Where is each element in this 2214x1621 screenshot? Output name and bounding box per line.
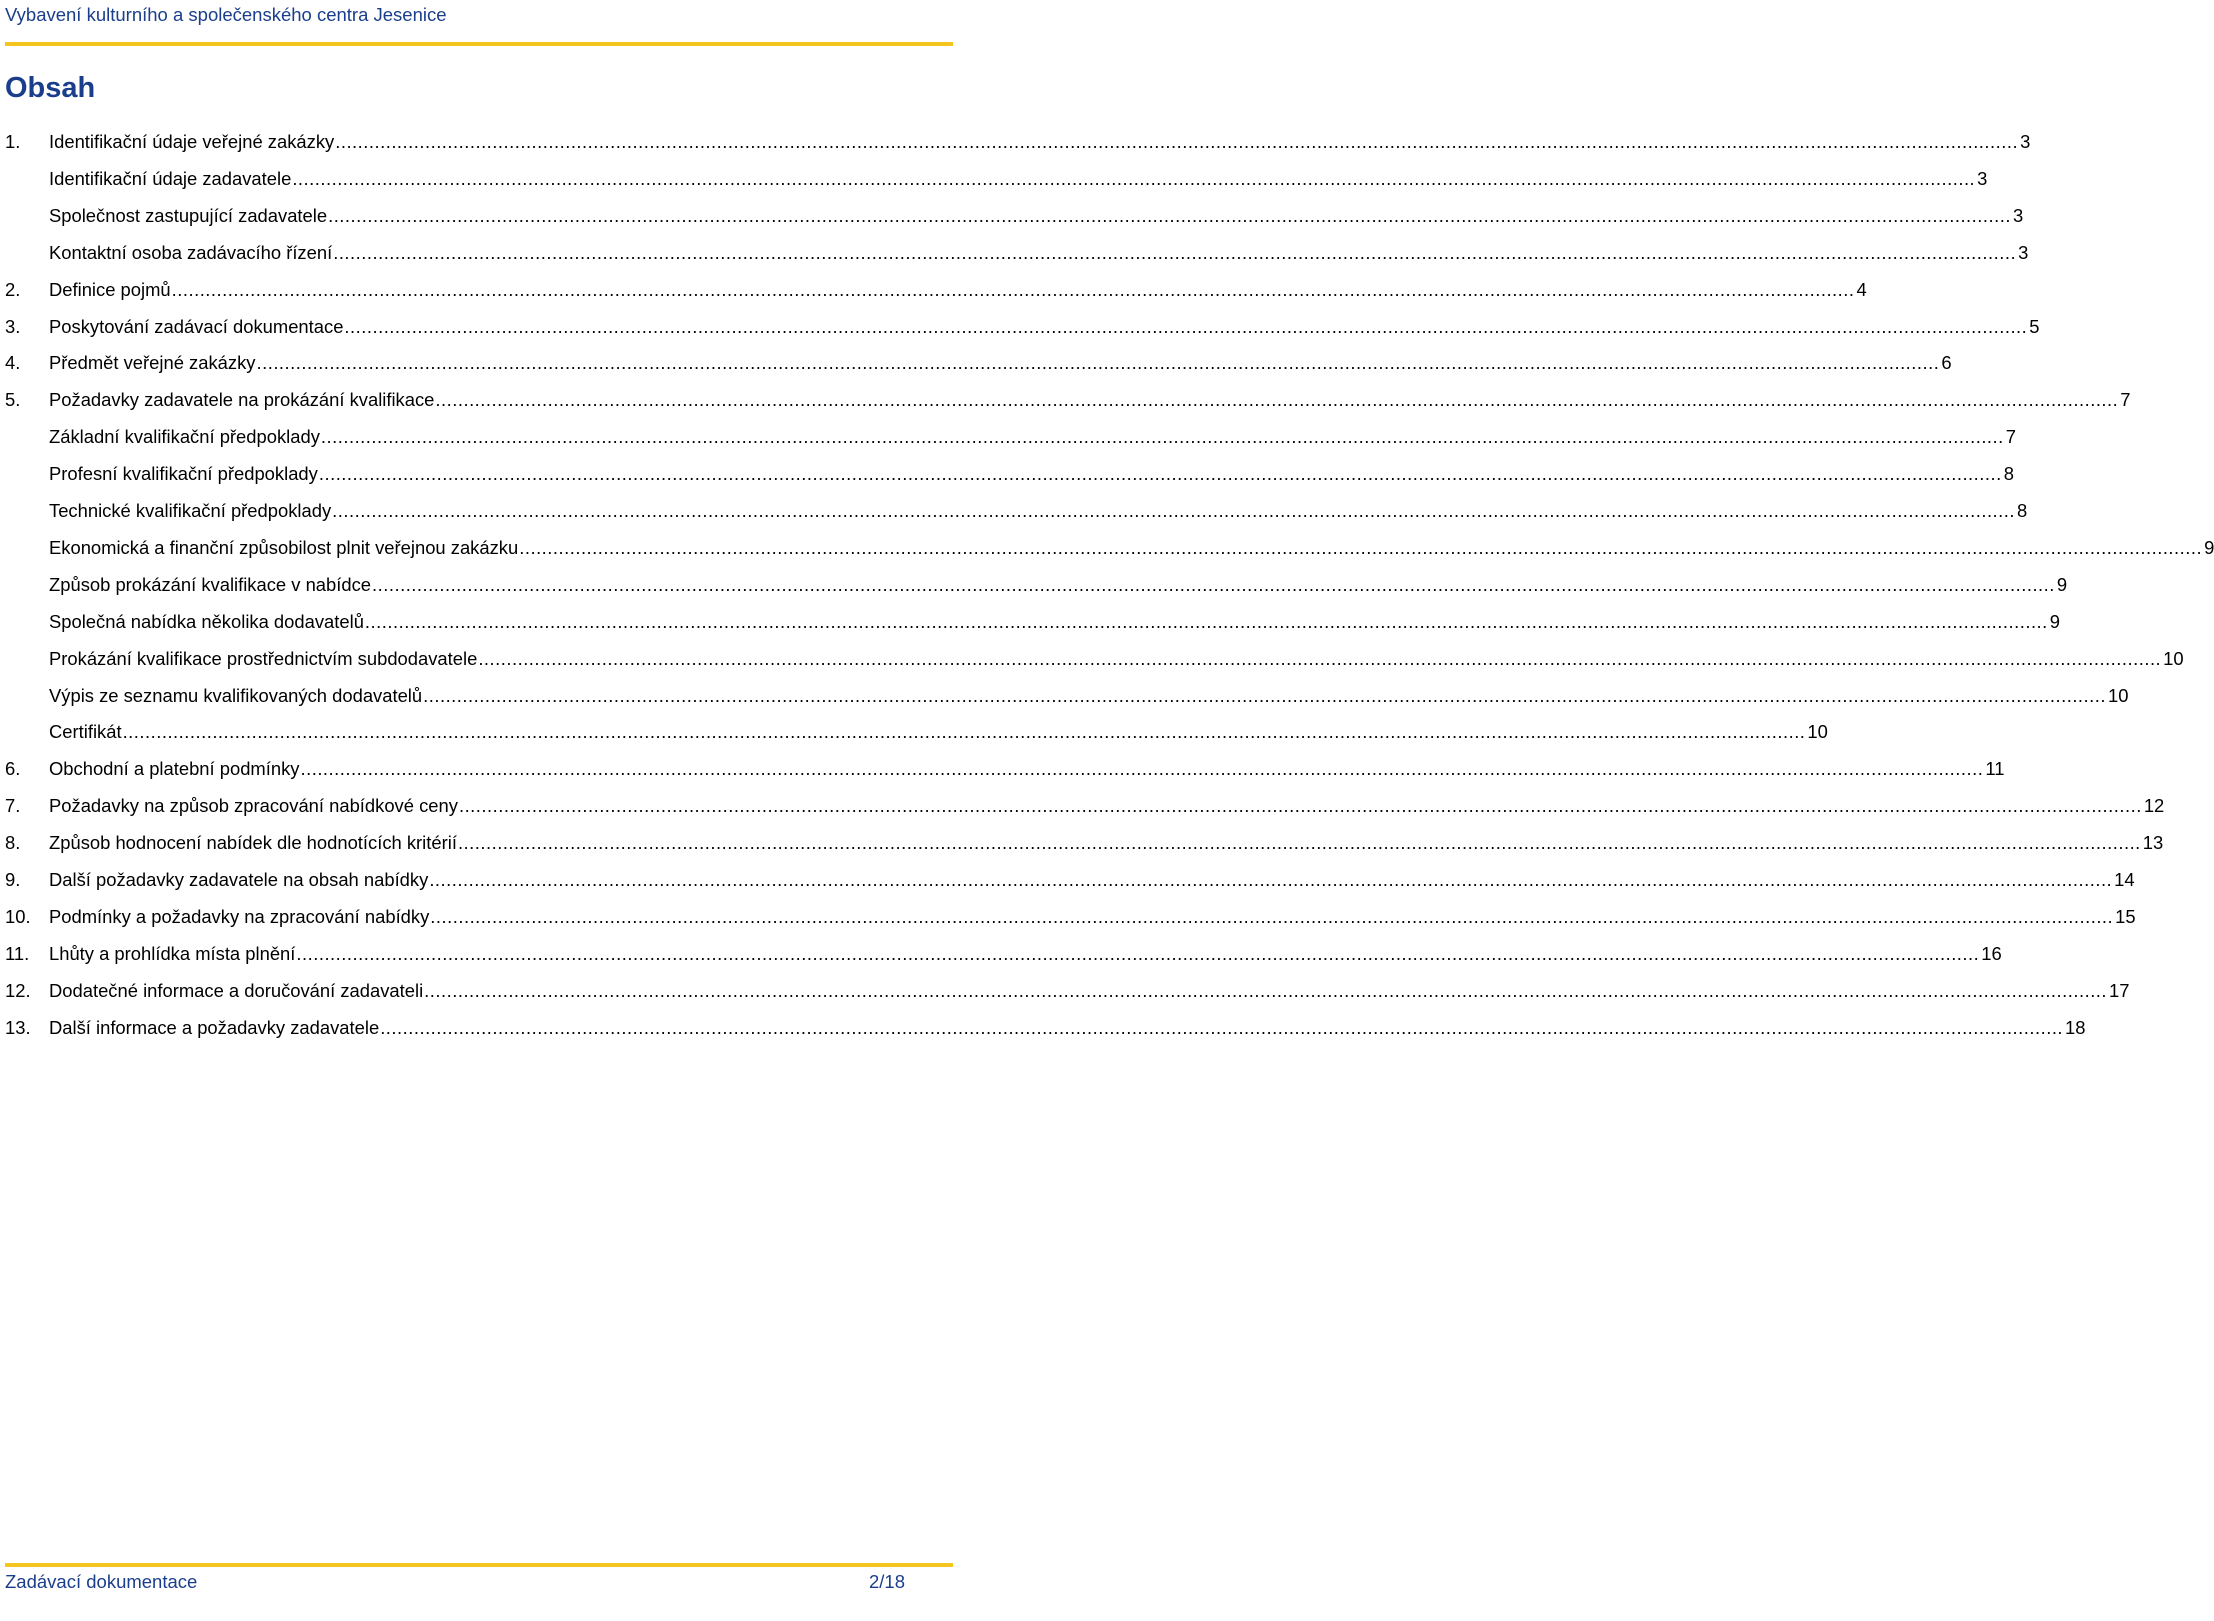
toc-entry-title[interactable]: Společná nabídka několika dodavatelů <box>49 610 364 632</box>
toc-entry-page[interactable]: 7 <box>2120 389 2131 411</box>
toc-entry[interactable] <box>0 387 2131 413</box>
toc-dot-leader: ............................................................................................................................................................................................................................................................................................................ <box>300 758 1984 780</box>
toc-dot-leader: ............................................................................................................................................................................................................................................................................................................ <box>423 684 2106 706</box>
toc-entry-page[interactable]: 5 <box>2029 315 2040 337</box>
toc-entry-page[interactable]: 18 <box>2065 1016 2086 1038</box>
toc-entry[interactable] <box>0 424 2016 450</box>
toc-entry-page[interactable]: 3 <box>1977 167 1988 189</box>
toc-entry-page[interactable]: 13 <box>2142 832 2164 854</box>
toc-entry-line <box>49 277 1867 303</box>
toc-entry-title[interactable]: Definice pojmů <box>49 278 171 300</box>
toc-dot-leader: ............................................................................................................................................................................................................................................................................................................ <box>424 979 2108 1001</box>
toc-entry-number: 11. <box>5 942 30 964</box>
toc-entry-number: 7. <box>5 795 21 817</box>
toc-entry-title[interactable]: Lhůty a prohlídka místa plnění <box>49 942 296 964</box>
toc-entry-line <box>49 240 2029 266</box>
toc-entry-title[interactable]: Požadavky zadavatele na prokázání kvalifikace <box>49 389 435 411</box>
toc-entry-line <box>49 830 2164 856</box>
toc-entry[interactable] <box>0 350 1952 376</box>
toc-dot-leader: ............................................................................................................................................................................................................................................................................................................ <box>320 426 2004 448</box>
toc-entry[interactable] <box>0 646 2184 672</box>
toc-entry[interactable] <box>0 461 2014 487</box>
toc-dot-leader: ............................................................................................................................................................................................................................................................................................................ <box>335 131 2019 152</box>
toc-entry[interactable] <box>0 719 1828 745</box>
toc-entry-number: 8. <box>5 832 21 854</box>
toc-entry[interactable] <box>0 830 2164 856</box>
toc-entry-page[interactable]: 9 <box>2049 610 2061 632</box>
toc-entry-number: 3. <box>5 315 21 337</box>
toc-entry-number: 4. <box>5 352 21 374</box>
toc-entry-title[interactable]: Poskytování zadávací dokumentace <box>49 315 344 337</box>
toc-entry-line <box>49 793 2165 819</box>
toc-dot-leader: ............................................................................................................................................................................................................................................................................................................ <box>478 647 2162 669</box>
toc-entry[interactable] <box>0 867 2135 893</box>
toc-entry-number: 13. <box>5 1016 31 1038</box>
toc-entry-line <box>49 572 2068 598</box>
toc-entry-line <box>49 978 2130 1004</box>
toc-entry-page[interactable]: 12 <box>2143 795 2165 817</box>
toc-entry-title[interactable]: Profesní kvalifikační předpoklady <box>49 463 318 485</box>
toc-heading: Obsah <box>5 72 96 104</box>
toc-entry[interactable] <box>0 203 2024 229</box>
toc-entry-title[interactable]: Kontaktní osoba zadávacího řízení <box>49 241 333 263</box>
toc-entry-title[interactable]: Základní kvalifikační předpoklady <box>49 426 320 448</box>
toc-entry-line <box>49 314 2040 340</box>
toc-entry-page[interactable]: 4 <box>1856 278 1867 300</box>
toc-dot-leader: ............................................................................................................................................................................................................................................................................................................ <box>430 905 2114 927</box>
page-header <box>5 0 953 46</box>
toc-dot-leader: ............................................................................................................................................................................................................................................................................................................ <box>333 241 2017 263</box>
toc-entry[interactable] <box>0 683 2129 709</box>
footer-page-number: 2/18 <box>868 1571 905 1592</box>
toc-dot-leader: ............................................................................................................................................................................................................................................................................................................ <box>256 352 1940 374</box>
toc-entry-line <box>49 129 2031 155</box>
toc-entry-line <box>49 609 2061 635</box>
toc-entry[interactable] <box>0 978 2130 1004</box>
toc-entry[interactable] <box>0 941 2002 967</box>
toc-dot-leader: ............................................................................................................................................................................................................................................................................................................ <box>435 389 2119 411</box>
toc-entry-title[interactable]: Výpis ze seznamu kvalifikovaných dodavatelů <box>49 684 423 706</box>
toc-entry-line <box>49 719 1828 745</box>
toc-entry-title[interactable]: Způsob hodnocení nabídek dle hodnotících kritérií <box>49 832 457 854</box>
toc-entry-page[interactable]: 3 <box>2012 204 2024 226</box>
toc-entry-page[interactable]: 10 <box>2163 647 2184 669</box>
toc-entry[interactable] <box>0 756 2005 782</box>
toc-entry[interactable] <box>0 240 2029 266</box>
toc-dot-leader: ............................................................................................................................................................................................................................................................................................................ <box>328 204 2011 226</box>
toc-dot-leader: ............................................................................................................................................................................................................................................................................................................ <box>429 869 2113 890</box>
toc-entry[interactable] <box>0 609 2061 635</box>
header-title: Vybavení kulturního a společenského centra Jesenice <box>5 4 447 25</box>
toc-dot-leader: ............................................................................................................................................................................................................................................................................................................ <box>332 500 2015 521</box>
toc-entry-line <box>49 1015 2086 1041</box>
toc-dot-leader: ............................................................................................................................................................................................................................................................................................................ <box>457 832 2141 854</box>
toc-entry[interactable] <box>0 166 1988 192</box>
toc-entry-page[interactable]: 3 <box>2018 241 2029 263</box>
toc-entry-number: 2. <box>5 278 21 300</box>
toc-entry-line <box>49 424 2016 450</box>
toc-dot-leader: ............................................................................................................................................................................................................................................................................................................ <box>344 315 2028 337</box>
toc-dot-leader: ............................................................................................................................................................................................................................................................................................................ <box>519 536 2203 558</box>
toc-entry-title[interactable]: Požadavky na způsob zpracování nabídkové ceny <box>49 795 458 817</box>
toc-entry[interactable] <box>0 793 2165 819</box>
toc-entry[interactable] <box>0 314 2040 340</box>
footer-document-name: Zadávací dokumentace <box>5 1571 198 1592</box>
toc-dot-leader: ............................................................................................................................................................................................................................................................................................................ <box>380 1016 2064 1038</box>
toc-entry-page[interactable]: 14 <box>2114 869 2135 890</box>
toc-entry-title[interactable]: Identifikační údaje veřejné zakázky <box>49 131 335 152</box>
toc-dot-leader: ............................................................................................................................................................................................................................................................................................................ <box>292 167 1976 189</box>
toc-entry-title[interactable]: Technické kvalifikační předpoklady <box>49 500 332 521</box>
toc-entry-line <box>49 683 2129 709</box>
toc-entry-number: 12. <box>5 979 31 1001</box>
toc-entry-number: 10. <box>5 905 31 927</box>
toc-entry-line <box>49 867 2135 893</box>
toc-entry-page[interactable]: 10 <box>1807 721 1828 743</box>
toc-entry-line <box>49 904 2136 930</box>
toc-entry-line <box>49 166 1988 192</box>
toc-dot-leader: ............................................................................................................................................................................................................................................................................................................ <box>458 795 2142 817</box>
toc-entry-title[interactable]: Další informace a požadavky zadavatele <box>49 1016 380 1038</box>
toc-entry-page[interactable]: 9 <box>2056 573 2068 595</box>
page-footer <box>5 1563 953 1607</box>
toc-dot-leader: ............................................................................................................................................................................................................................................................................................................ <box>364 610 2048 632</box>
toc-entry-number: 9. <box>5 869 21 890</box>
toc-entry-page[interactable]: 7 <box>2005 426 2016 448</box>
toc-entry-line <box>49 461 2014 487</box>
toc-entry-title[interactable]: Identifikační údaje zadavatele <box>49 167 292 189</box>
toc-entry-title[interactable]: Společnost zastupující zadavatele <box>49 204 328 226</box>
toc-dot-leader: ............................................................................................................................................................................................................................................................................................................ <box>171 278 1855 300</box>
toc-entry-number: 6. <box>5 758 21 780</box>
toc-entry[interactable] <box>0 1015 2086 1041</box>
toc-entry[interactable] <box>0 277 1867 303</box>
toc-entry-page[interactable]: 9 <box>2204 536 2214 558</box>
toc-entry-page[interactable]: 6 <box>1941 352 1952 374</box>
toc-entry-title[interactable]: Obchodní a platební podmínky <box>49 758 300 780</box>
toc-entry-line <box>49 756 2005 782</box>
toc-entry-title[interactable]: Dodatečné informace a doručování zadavateli <box>49 979 424 1001</box>
toc-entry-page[interactable]: 11 <box>1985 758 2005 780</box>
toc-entry[interactable] <box>0 498 2028 524</box>
toc-entry[interactable] <box>0 129 2031 155</box>
toc-entry-title[interactable]: Podmínky a požadavky na zpracování nabídky <box>49 905 430 927</box>
toc-entry-line <box>49 350 1952 376</box>
toc-dot-leader: ............................................................................................................................................................................................................................................................................................................ <box>318 463 2002 485</box>
toc-entry-page[interactable]: 15 <box>2115 905 2136 927</box>
toc-entry[interactable] <box>0 535 2214 561</box>
toc-entry-page[interactable]: 16 <box>1981 942 2002 964</box>
toc-entry-page[interactable]: 17 <box>2109 979 2130 1001</box>
toc-entry-title[interactable]: Certifikát <box>49 721 122 743</box>
toc-entry[interactable] <box>0 904 2136 930</box>
toc-entry-number: 5. <box>5 389 21 411</box>
toc-entry-line <box>49 203 2024 229</box>
toc-entry-line <box>49 387 2131 413</box>
toc-entry-title[interactable]: Způsob prokázání kvalifikace v nabídce <box>49 573 372 595</box>
toc-entry-page[interactable]: 10 <box>2107 684 2129 706</box>
toc-entry-title[interactable]: Prokázání kvalifikace prostřednictvím subdodavatele <box>49 647 478 669</box>
toc-entry-title[interactable]: Ekonomická a finanční způsobilost plnit veřejnou zakázku <box>49 536 519 558</box>
toc-entry-line <box>49 498 2028 524</box>
toc-entry-title[interactable]: Předmět veřejné zakázky <box>49 352 256 374</box>
toc-entry-page[interactable]: 8 <box>2017 500 2028 521</box>
toc-entry-page[interactable]: 3 <box>2020 131 2031 152</box>
toc-entry-page[interactable]: 8 <box>2003 463 2014 485</box>
toc-entry-title[interactable]: Další požadavky zadavatele na obsah nabídky <box>49 869 429 890</box>
toc-entry-number: 1. <box>5 131 21 152</box>
toc-entry-line <box>49 535 2214 561</box>
toc-dot-leader: ............................................................................................................................................................................................................................................................................................................ <box>122 721 1806 743</box>
toc-entry-line <box>49 941 2002 967</box>
toc-dot-leader: ............................................................................................................................................................................................................................................................................................................ <box>372 573 2055 595</box>
toc-dot-leader: ............................................................................................................................................................................................................................................................................................................ <box>296 942 1980 964</box>
toc-entry-line <box>49 646 2184 672</box>
toc-entry[interactable] <box>0 572 2068 598</box>
